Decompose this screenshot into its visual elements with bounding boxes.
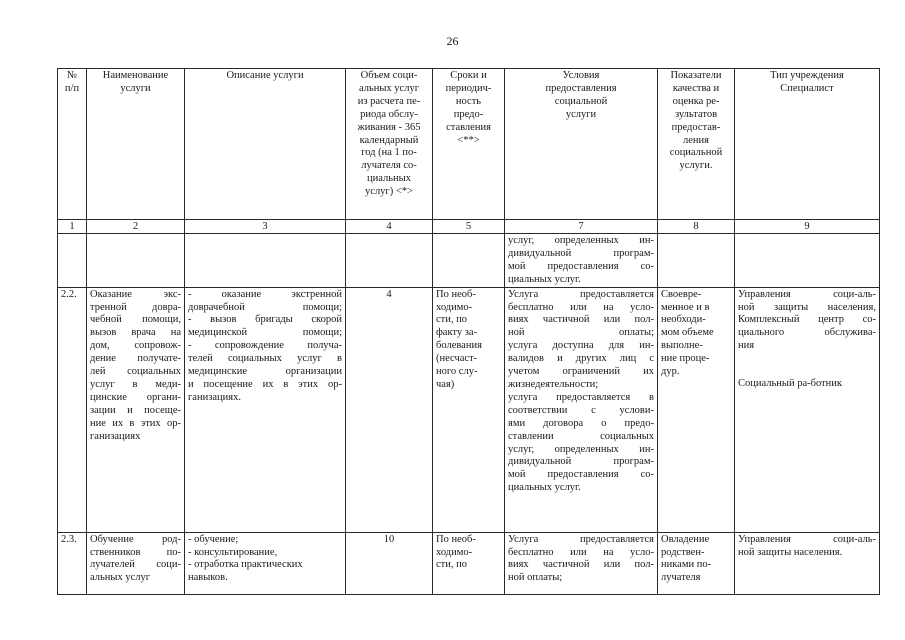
header-number: [58, 69, 87, 220]
cell-conditions: [505, 234, 658, 288]
services-table: [57, 68, 880, 595]
cell-line: Обучение род-: [90, 533, 181, 545]
cell-timing: [433, 532, 505, 594]
cell-line: дивидуальной програм-: [508, 456, 654, 468]
cell-line: необходи-: [661, 314, 706, 326]
cell-line: ной защиты населения,: [738, 301, 876, 313]
cell-line: родствен-: [661, 546, 705, 558]
cell-line: ганизациях.: [188, 391, 241, 403]
cell-quality: [658, 532, 735, 594]
institution-lines: [738, 289, 876, 354]
cell-empty: [735, 234, 880, 288]
cell-service-name: [87, 287, 185, 532]
cell-line: циальных услуг.: [508, 273, 581, 285]
cell-line: услуга доступна для ин-: [508, 340, 654, 352]
cell-line: предо-: [453, 108, 484, 120]
cell-line: ставления: [446, 121, 491, 133]
header-provision-conditions: [505, 69, 658, 220]
cell-line: услуг) <*>: [365, 186, 413, 198]
cell-line: Специалист: [780, 82, 834, 94]
cell-line: живания - 365: [357, 121, 421, 133]
cell-empty: [658, 234, 735, 288]
cell-line: - оказание экстренной: [188, 288, 342, 300]
cell-line: мой предоставления со-: [508, 260, 654, 272]
specialist-text: Социальный ра-ботник: [738, 378, 842, 390]
cell-line: социальной: [554, 95, 608, 107]
cell-line: сти, по: [436, 314, 467, 326]
cell-line: тренной довра-: [90, 301, 181, 313]
cell-line: предостав-: [671, 121, 721, 133]
cell-line: - отработка практических: [188, 559, 303, 571]
cell-line: Описание услуги: [226, 70, 304, 81]
header-service-volume: [346, 69, 433, 220]
cell-line: Показатели: [670, 70, 722, 81]
column-number: 7: [505, 220, 658, 234]
cell-line: доврачебной помощи;: [188, 301, 342, 313]
column-number: 5: [433, 220, 505, 234]
cell-service-name: [87, 532, 185, 594]
cell-line: вызов врача на: [90, 327, 181, 339]
column-number: 1: [58, 220, 87, 234]
cell-line: <**>: [457, 134, 480, 146]
cell-line: менное и в: [661, 301, 710, 313]
cell-line: Овладение: [661, 533, 710, 545]
cell-quality: [658, 287, 735, 532]
cell-line: (несчаст-: [436, 353, 478, 365]
cell-line: Наименование: [102, 70, 169, 81]
cell-line: цинские органи-: [90, 391, 181, 403]
cell-line: сти, по: [436, 559, 467, 571]
cell-line: предоставления: [545, 82, 617, 94]
column-number: 4: [346, 220, 433, 234]
cell-line: никами по-: [661, 559, 712, 571]
table-row-continuation: [58, 234, 880, 288]
column-number: 8: [658, 220, 735, 234]
header-institution-type: [735, 69, 880, 220]
cell-line: телей социальных услуг в: [188, 353, 342, 365]
cell-line: Объем соци-: [360, 70, 418, 81]
cell-line: факту за-: [436, 327, 478, 339]
cell-line: медицинские организации: [188, 366, 342, 378]
cell-line: альных услуг: [358, 82, 420, 94]
cell-line: лучателей соци-: [90, 559, 181, 571]
cell-line: зультатов: [674, 108, 718, 120]
cell-line: учетом ограничений их: [508, 366, 654, 378]
cell-line: Тип учреждения: [770, 70, 844, 81]
table-row: [58, 532, 880, 594]
cell-line: №: [66, 70, 78, 81]
column-number-row: [58, 220, 880, 234]
cell-line: бесплатно или на усло-: [508, 301, 654, 313]
cell-line: Условия: [562, 70, 600, 81]
cell-timing: [433, 287, 505, 532]
cell-line: циального обслужива-: [738, 327, 876, 339]
cell-line: из расчета пе-: [357, 95, 421, 107]
cell-empty: [346, 234, 433, 288]
cell-line: виях частичной или пол-: [508, 559, 654, 571]
cell-line: ганизациях: [90, 430, 141, 442]
cell-line: По необ-: [436, 288, 476, 300]
cell-line: Комплексный центр со-: [738, 314, 876, 326]
cell-line: валидов и других лиц с: [508, 353, 654, 365]
cell-line: Сроки и: [450, 70, 487, 81]
cell-conditions: [505, 532, 658, 594]
cell-line: дение получате-: [90, 353, 181, 365]
cell-line: лучателя со-: [361, 160, 417, 172]
cell-conditions: [505, 287, 658, 532]
cell-line: ния: [738, 340, 755, 352]
header-quality-indicators: [658, 69, 735, 220]
cell-line: виях частичной или пол-: [508, 314, 654, 326]
cell-line: По необ-: [436, 533, 476, 545]
cell-line: услуги.: [679, 160, 713, 172]
cell-service-volume: 4: [346, 287, 433, 532]
cell-line: ной защиты населения.: [738, 546, 843, 558]
cell-line: чая): [436, 378, 455, 390]
cell-service-volume: 10: [346, 532, 433, 594]
cell-line: жизнедеятельности;: [508, 378, 599, 390]
cell-line: бесплатно или на усло-: [508, 546, 654, 558]
cell-institution: [735, 532, 880, 594]
cell-empty: [185, 234, 346, 288]
cell-line: Своевре-: [661, 288, 702, 300]
cell-number: 2.2.: [58, 287, 87, 532]
cell-line: ной оплаты;: [508, 572, 563, 584]
cell-line: соответствии с услови-: [508, 404, 654, 416]
cell-line: ность: [455, 95, 482, 107]
header-timing-frequency: [433, 69, 505, 220]
cell-line: ходимо-: [436, 301, 473, 313]
header-service-name: [87, 69, 185, 220]
cell-line: ставлении социальных: [508, 430, 654, 442]
cell-line: ления: [683, 134, 709, 146]
cell-line: п/п: [64, 82, 80, 94]
cell-empty: [433, 234, 505, 288]
cell-line: услуги: [120, 82, 151, 94]
cell-line: услуг в меди-: [90, 378, 181, 390]
cell-line: Управления соци-аль-: [738, 533, 876, 545]
cell-line: циальных: [367, 173, 411, 185]
table-row: [58, 287, 880, 532]
cell-line: зации и посеще-: [90, 404, 181, 416]
cell-line: календарный: [359, 134, 419, 146]
cell-empty: [87, 234, 185, 288]
cell-line: Оказание экс-: [90, 288, 181, 300]
header-service-description: [185, 69, 346, 220]
cell-line: ственников по-: [90, 546, 181, 558]
cell-line: социальной: [669, 147, 723, 159]
cell-line: Услуга предоставляется: [508, 288, 654, 300]
cell-line: ние проце-: [661, 353, 710, 365]
cell-line: мом объеме: [661, 327, 714, 339]
cell-line: болевания: [436, 340, 482, 352]
cell-line: мой предоставления со-: [508, 469, 654, 481]
cell-line: оценка ре-: [672, 95, 720, 107]
cell-line: Управления соци-аль-: [738, 288, 876, 300]
cell-line: чебной помощи,: [90, 314, 181, 326]
cell-line: услуга предоставляется в: [508, 391, 654, 403]
cell-line: ходимо-: [436, 546, 473, 558]
cell-institution: [735, 287, 880, 532]
cell-line: ной оплаты;: [508, 327, 654, 339]
cell-line: дур.: [661, 366, 680, 378]
cell-line: навыков.: [188, 572, 228, 584]
cell-line: - обучение;: [188, 533, 239, 545]
cell-line: лей социальных: [90, 366, 181, 378]
cell-line: - сопровождение получа-: [188, 340, 342, 352]
cell-line: циальных услуг.: [508, 482, 581, 494]
column-number: 9: [735, 220, 880, 234]
cell-line: дивидуальной програм-: [508, 247, 654, 259]
cell-line: и посещение их в этих ор-: [188, 378, 342, 390]
cell-line: альных услуг: [90, 572, 151, 584]
cell-service-description: [185, 532, 346, 594]
header-row: [58, 69, 880, 220]
cell-line: ного слу-: [436, 366, 478, 378]
cell-line: услуги: [565, 108, 597, 120]
cell-line: периодич-: [445, 82, 492, 94]
cell-line: дом, сопровож-: [90, 340, 181, 352]
cell-line: риода обслу-: [360, 108, 418, 120]
cell-line: качества и: [672, 82, 720, 94]
cell-line: услуг, определенных ин-: [508, 235, 654, 246]
cell-line: услуг, определенных ин-: [508, 443, 654, 455]
cell-number: 2.3.: [58, 532, 87, 594]
column-number: 3: [185, 220, 346, 234]
cell-empty: [58, 234, 87, 288]
cell-line: Услуга предоставляется: [508, 533, 654, 545]
page-number: 26: [446, 34, 459, 48]
cell-line: медицинской помощи;: [188, 327, 342, 339]
cell-line: - вызов бригады скорой: [188, 314, 342, 326]
cell-line: ние их в этих ор-: [90, 417, 181, 429]
cell-line: ями договора о предо-: [508, 417, 654, 429]
column-number: 2: [87, 220, 185, 234]
cell-line: год (на 1 по-: [361, 147, 417, 159]
cell-line: выполне-: [661, 340, 703, 352]
cell-line: лучателя: [661, 572, 701, 584]
cell-line: - консультирование,: [188, 546, 278, 558]
cell-service-description: [185, 287, 346, 532]
